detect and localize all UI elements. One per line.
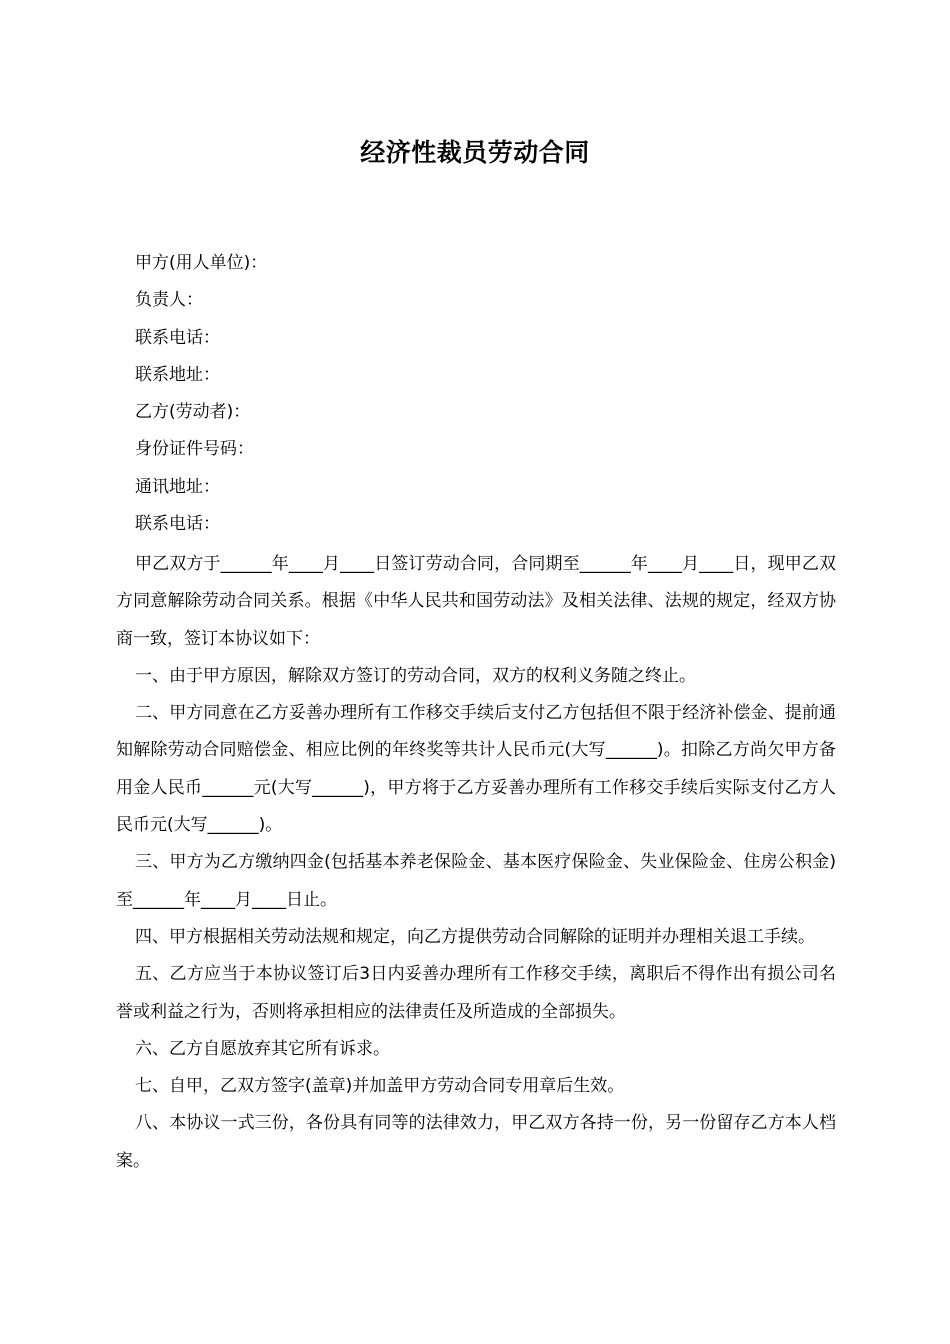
party-a-phone-label: 联系电话： <box>135 327 220 348</box>
clause-2-paragraph: 二、甲方同意在乙方妥善办理所有工作移交手续后支付乙方包括但不限于经济补偿金、提前通知解除劳动合同赔偿金、相应比例的年终奖等共计人民币元(大写______)。扣除乙方尚欠甲方备用金人民币______元(大写______)，甲方将于乙方妥善办理所有工作移交手续后实际支付乙方人民币元(大写______)。 <box>116 703 836 836</box>
clause-3-paragraph: 三、甲方为乙方缴纳四金(包括基本养老保险金、基本医疗保险金、失业保险金、住房公积金)至______年____月____日止。 <box>116 852 836 910</box>
clause-1-paragraph: 一、由于甲方原因，解除双方签订的劳动合同，双方的权利义务随之终止。 <box>135 665 696 686</box>
clause-8-paragraph: 八、本协议一式三份，各份具有同等的法律效力，甲乙双方各持一份，另一份留存乙方本人档案。 <box>116 1113 836 1171</box>
party-b-phone-label: 联系电话： <box>135 514 220 535</box>
party-a-employer-label: 甲方(用人单位)： <box>135 253 268 273</box>
clause-7-paragraph: 七、自甲，乙双方签字(盖章)并加盖甲方劳动合同专用章后生效。 <box>135 1076 625 1097</box>
party-info-block <box>135 248 835 546</box>
party-b-id-number-label: 身份证件号码： <box>135 439 254 460</box>
party-a-responsible-person-label: 负责人： <box>135 290 203 311</box>
document-title: 经济性裁员劳动合同 <box>360 138 590 167</box>
preamble-paragraph: 甲乙双方于______年____月____日签订劳动合同，合同期至______年____月____日，现甲乙双方同意解除劳动合同关系。根据《中华人民共和国劳动法》及相关法律、法规的规定，经双方协商一致，签订本协议如下： <box>116 554 836 649</box>
party-b-worker-label: 乙方(劳动者)： <box>135 402 251 423</box>
party-b-mailing-address-label: 通讯地址： <box>135 476 220 497</box>
clause-6-paragraph: 六、乙方自愿放弃其它所有诉求。 <box>135 1038 390 1059</box>
party-a-address-label: 联系地址： <box>135 364 220 385</box>
clause-5-paragraph: 五、乙方应当于本协议签订后3日内妥善办理所有工作移交手续，离职后不得作出有损公司名誉或利益之行为，否则将承担相应的法律责任及所造成的全部损失。 <box>116 964 836 1022</box>
agreement-body <box>116 546 836 1180</box>
clause-4-paragraph: 四、甲方根据相关劳动法规和规定，向乙方提供劳动合同解除的证明并办理相关退工手续。 <box>135 926 815 947</box>
